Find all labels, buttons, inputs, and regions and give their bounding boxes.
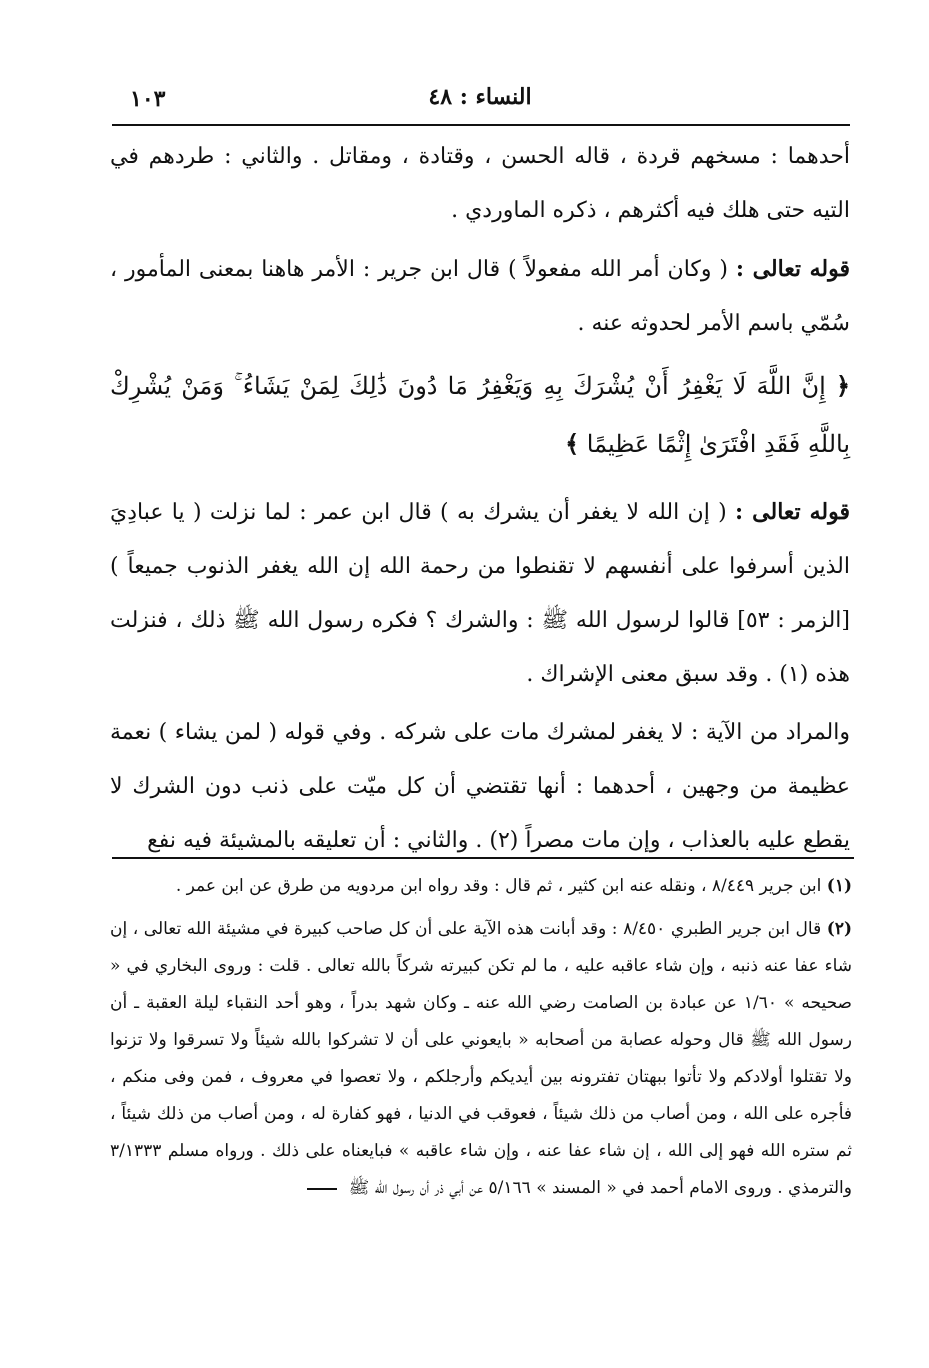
continued-dash [307, 1188, 337, 1190]
main-text [110, 130, 850, 872]
footnote-1-number: (١) [826, 876, 852, 896]
paragraph-4: والمراد من الآية : لا يغفر لمشرك مات على شركه . وفي قوله ( لمن يشاء ) نعمة عظيمة من وجهين ، أحدهما : أنها تقتضي أن كل ميّت على ذنب دون الشرك لا يقطع عليه بالعذاب ، وإن مات مصراً (٢) . والثاني : أن تعليقه بالمشيئة فيه نفع [110, 720, 850, 853]
running-head: النساء : ٤٨ [428, 84, 532, 110]
footnotes [110, 868, 852, 1213]
paragraph-3 [110, 485, 850, 702]
paragraph-3-text: ( إن الله لا يغفر أن يشرك به ) قال ابن عمر : لما نزلت ( يا عبادِيَ الذين أسرفوا على أنفسهم لا تقنطوا من رحمة الله إن الله يغفر الذنوب جميعاً ) [الزمر : ٥٣] قالوا لرسول الله ﷺ : والشرك ؟ فكره رسول الله ﷺ ذلك ، فنزلت هذه (١) . وقد سبق معنى الإشراك . [110, 500, 851, 687]
quran-verse [110, 357, 850, 473]
verse-close-bracket: ﴾ [565, 429, 580, 458]
footnote-rule [112, 857, 854, 859]
paragraph-2-text: ( وكان أمر الله مفعولاً ) قال ابن جرير : الأمر هاهنا بمعنى المأمور ، سُمّي باسم الأمر لحدوثه عنه . [110, 257, 850, 336]
footnote-2-number: (٢) [826, 919, 852, 939]
footnote-1-text: ابن جرير ٨/٤٤٩ ، ونقله عنه ابن كثير ، ثم قال : وقد رواه ابن مردويه من طرق عن ابن عمر . [175, 876, 822, 896]
footnote-2-text: قال ابن جرير الطبري ٨/٤٥٠ : وقد أبانت هذه الآية على أن كل صاحب كبيرة في مشيئة الله تعالى ، إن شاء عفا عنه ذنبه ، وإن شاء عاقبه عليه ، ما لم تكن كبيرته شركاً بالله تعالى . قلت : وروى البخاري في « صحيحه » ١/٦٠ عن عبادة بن الصامت رضي الله عنه ـ وكان شهد بدراً ، وهو أحد النقباء ليلة العقبة ـ أن رسول الله ﷺ قال وحوله عصابة من أصحابه « بايعوني على أن لا تشركوا بالله شيئاً ولا تسرقوا ولا تزنوا ولا تقتلوا أولادكم ولا تأتوا ببهتان تفترونه بين أيديكم وأرجلكم ، ولا تعصوا في معروف ، فمن وفى منكم ، فأجره على الله ، ومن أصاب من ذلك شيئاً ، فعوقب في الدنيا ، فهو كفارة له ، ومن أصاب من ذلك شيئاً ، ثم ستره الله فهو إلى الله ، إن شاء عفا عنه ، وإن شاء عاقبه » فبايعناه على ذلك . ورواه مسلم ٣/١٣٣٣ والترمذي . وروى الامام أحمد في « المسند » ٥/١٦٦ عن أبي ذر أن رسول الله ﷺ [110, 919, 852, 1198]
page-header [110, 78, 850, 118]
verse-text: إِنَّ اللَّهَ لَا يَغْفِرُ أَنْ يُشْرَكَ بِهِ وَيَغْفِرُ مَا دُونَ ذَٰلِكَ لِمَنْ يَشَاءُ ۚ وَمَنْ يُشْرِكْ بِاللَّهِ فَقَدِ افْتَرَىٰ إِثْمًا عَظِيمًا [110, 372, 850, 458]
paragraph-2 [110, 242, 850, 351]
paragraph-1: أحدهما : مسخهم قردة ، قاله الحسن ، وقتادة ، ومقاتل . والثاني : طردهم في التيه حتى هلك فيه أكثرهم ، ذكره الماوردي . [110, 144, 850, 223]
paragraph-3-label: قوله تعالى : [735, 499, 851, 525]
page-number: ١٠٣ [130, 86, 166, 112]
footnote-1 [110, 868, 852, 905]
header-rule [112, 124, 850, 126]
verse-open-bracket: ﴿ [835, 371, 850, 400]
paragraph-2-label: قوله تعالى : [735, 256, 850, 282]
footnote-2 [110, 911, 852, 1207]
